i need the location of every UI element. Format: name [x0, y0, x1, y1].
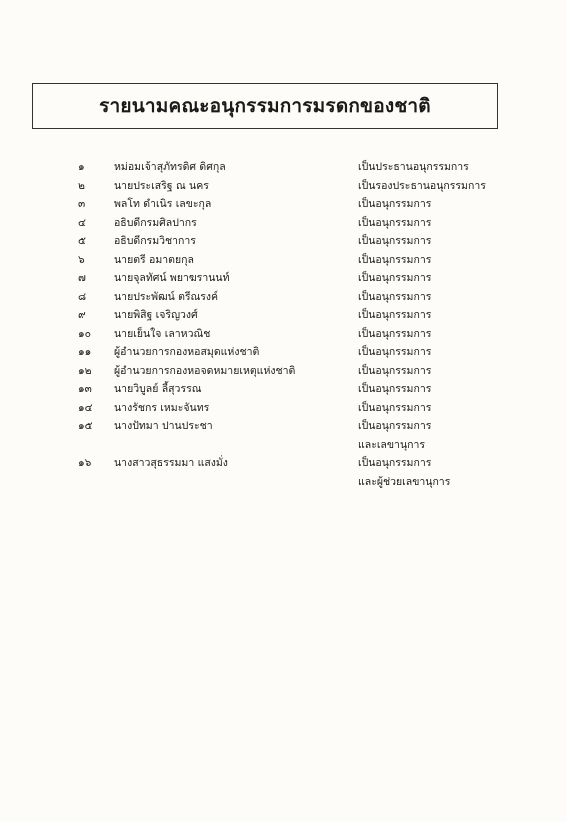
member-role: เป็นอนุกรรมการ: [358, 327, 432, 340]
member-list: [0, 158, 567, 491]
list-item: [0, 177, 567, 196]
list-item-continuation: [0, 473, 567, 492]
list-item: [0, 454, 567, 473]
member-name: หม่อมเจ้าสุภัทรดิศ ดิศกุล: [114, 161, 226, 173]
member-role: เป็นอนุกรรมการ: [358, 383, 432, 395]
page-title: รายนามคณะอนุกรรมการมรดกของชาติ: [99, 95, 431, 117]
member-role: เป็นอนุกรรมการ: [358, 216, 432, 229]
member-number: ๘: [78, 290, 87, 303]
member-number: ๑: [78, 161, 85, 173]
list-item: [0, 399, 567, 418]
member-role: เป็นอนุกรรมการ: [358, 346, 432, 358]
member-role: เป็นอนุกรรมการ: [358, 290, 432, 303]
member-number: ๑๕: [78, 420, 93, 432]
member-name: นายจุลทัศน์ พยาฆรานนท์: [114, 272, 230, 284]
member-number: ๒: [78, 179, 85, 192]
list-item: [0, 362, 567, 381]
list-item: [0, 158, 567, 177]
member-name: พลโท ดำเนิร เลขะกุล: [114, 198, 212, 210]
member-role-extra: และผู้ช่วยเลขานุการ: [358, 475, 451, 488]
member-name: นายวิบูลย์ ลี้สุวรรณ: [114, 383, 202, 395]
member-role: เป็นรองประธานอนุกรรมการ: [358, 179, 486, 192]
member-number: ๑๓: [78, 383, 92, 395]
member-name: นางสาวสุธรรมมา แสงมั่ง: [114, 457, 228, 469]
member-name: นายตรี อมาตยกุล: [114, 253, 194, 266]
member-name: นางปัทมา ปานประชา: [114, 420, 213, 432]
member-number: ๕: [78, 235, 86, 247]
member-name: นายประเสริฐ ณ นคร: [114, 179, 209, 192]
list-item: [0, 232, 567, 251]
member-number: ๙: [78, 309, 86, 321]
member-role: เป็นอนุกรรมการ: [358, 420, 432, 432]
member-name: อธิบดีกรมวิชาการ: [114, 235, 196, 247]
member-name: นายพิสิฐ เจริญวงศ์: [114, 309, 198, 321]
member-name: นางรัชกร เหมะจันทร: [114, 401, 210, 414]
member-name: ผู้อำนวยการกองหอจดหมายเหตุแห่งชาติ: [114, 364, 296, 377]
member-number: ๑๒: [78, 364, 92, 377]
list-item: [0, 214, 567, 233]
member-number: ๓: [78, 198, 86, 210]
member-role: เป็นประธานอนุกรรมการ: [358, 161, 469, 173]
member-number: ๗: [78, 272, 86, 284]
list-item: [0, 380, 567, 399]
list-item: [0, 269, 567, 288]
list-item: [0, 306, 567, 325]
member-name: นายประพัฒน์ ตรีณรงค์: [114, 290, 219, 303]
list-item: [0, 417, 567, 436]
list-item: [0, 251, 567, 270]
list-item: [0, 195, 567, 214]
member-name: อธิบดีกรมศิลปากร: [114, 216, 197, 229]
member-role: เป็นอนุกรรมการ: [358, 401, 432, 414]
member-number: ๖: [78, 253, 85, 266]
member-role-extra: และเลขานุการ: [358, 438, 426, 451]
member-role: เป็นอนุกรรมการ: [358, 457, 432, 469]
member-number: ๑๖: [78, 457, 92, 469]
list-item: [0, 343, 567, 362]
member-name: นายเย็นใจ เลาหวณิช: [114, 327, 211, 340]
member-role: เป็นอนุกรรมการ: [358, 309, 432, 321]
member-role: เป็นอนุกรรมการ: [358, 272, 432, 284]
member-role: เป็นอนุกรรมการ: [358, 253, 432, 266]
member-number: ๑๐: [78, 327, 92, 340]
list-item: [0, 325, 567, 344]
member-role: เป็นอนุกรรมการ: [358, 364, 432, 377]
member-name: ผู้อำนวยการกองหอสมุดแห่งชาติ: [114, 346, 260, 358]
member-number: ๑๔: [78, 401, 93, 414]
list-item: [0, 288, 567, 307]
title-box: [32, 83, 498, 129]
member-number: ๔: [78, 216, 86, 229]
member-role: เป็นอนุกรรมการ: [358, 198, 432, 210]
member-role: เป็นอนุกรรมการ: [358, 235, 432, 247]
list-item-continuation: [0, 436, 567, 455]
member-number: ๑๑: [78, 346, 92, 358]
